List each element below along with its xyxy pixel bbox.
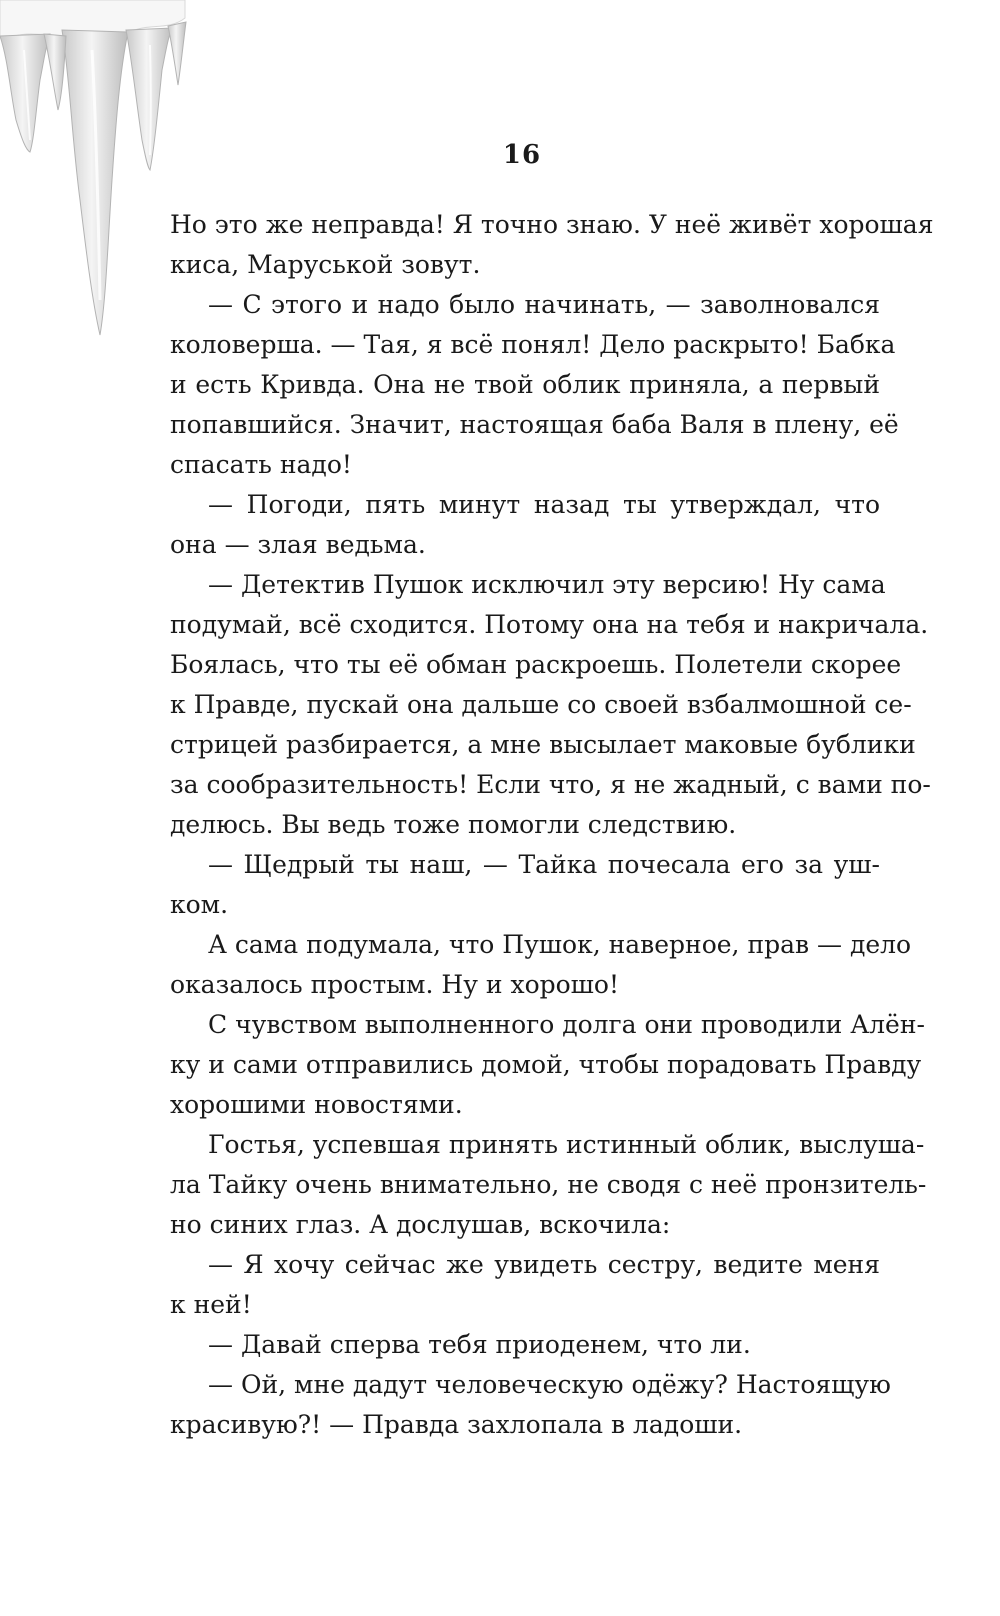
- text-line: спасать надо!: [170, 450, 352, 479]
- text-line: С чувством выполненного долга они проводили Алён-: [208, 1010, 925, 1039]
- text-line: попавшийся. Значит, настоящая баба Валя в плену, её: [170, 410, 899, 439]
- text-line: и есть Кривда. Она не твой облик приняла, а первый: [170, 370, 880, 399]
- body-text: [170, 205, 934, 1445]
- text-line: стрицей разбирается, а мне высылает маковые бублики: [170, 730, 916, 759]
- text-line: А сама подумала, что Пушок, наверное, прав — дело: [208, 930, 912, 959]
- text-line: — Давай сперва тебя приоденем, что ли.: [208, 1330, 751, 1359]
- text-line: делюсь. Вы ведь тоже помогли следствию.: [170, 810, 737, 839]
- text-line: но синих глаз. А дослушав, вскочила:: [170, 1210, 671, 1239]
- text-line: оказалось простым. Ну и хорошо!: [170, 970, 620, 999]
- text-line: Но это же неправда! Я точно знаю. У неё живёт хорошая: [170, 210, 934, 239]
- text-line: — Ой, мне дадут человеческую одёжу? Настоящую: [208, 1370, 891, 1399]
- text-line: — Детектив Пушок исключил эту версию! Ну сама: [208, 570, 886, 599]
- text-line: Боялась, что ты её обман раскроешь. Полетели скорее: [170, 650, 902, 679]
- text-line: красивую?! — Правда захлопала в ладоши.: [170, 1410, 743, 1439]
- text-line: ком.: [170, 890, 229, 919]
- text-line: — С этого и надо было начинать, — заволновался: [208, 290, 880, 319]
- text-line: киса, Маруськой зовут.: [170, 250, 481, 279]
- text-line: Гостья, успевшая принять истинный облик, выслуша-: [208, 1130, 925, 1159]
- text-line: — Щедрый ты наш, — Тайка почесала его за уш-: [208, 850, 880, 879]
- text-line: — Я хочу сейчас же увидеть сестру, ведите меня: [208, 1250, 880, 1279]
- text-line: хорошими новостями.: [170, 1090, 463, 1119]
- text-line: за сообразительность! Если что, я не жадный, с вами по-: [170, 770, 931, 799]
- text-line: ла Тайку очень внимательно, не сводя с неё пронзитель-: [170, 1170, 927, 1199]
- text-line: она — злая ведьма.: [170, 530, 426, 559]
- text-line: подумай, всё сходится. Потому она на тебя и накричала.: [170, 610, 929, 639]
- text-line: ку и сами отправились домой, чтобы порадовать Правду: [170, 1050, 922, 1079]
- page-number: 16: [502, 140, 542, 170]
- text-line: коловерша. — Тая, я всё понял! Дело раскрыто! Бабка: [170, 330, 896, 359]
- icicles-decoration: [0, 0, 190, 350]
- text-line: — Погоди, пять минут назад ты утверждал, что: [208, 490, 880, 519]
- text-line: к ней!: [170, 1290, 252, 1319]
- text-line: к Правде, пускай она дальше со своей взбалмошной се-: [170, 690, 912, 719]
